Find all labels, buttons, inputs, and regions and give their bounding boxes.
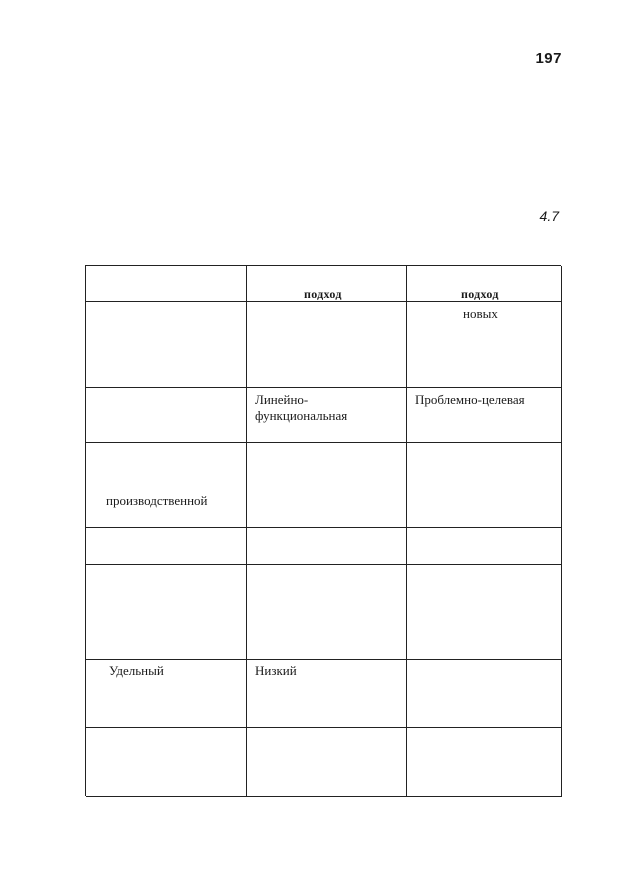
table-cell-r2-c1 — [86, 388, 247, 443]
table-cell-r7-c3 — [407, 728, 562, 797]
comparison-table — [85, 265, 561, 796]
table-cell-r3-c1 — [86, 443, 247, 528]
table-cell-r5-c2 — [247, 565, 407, 660]
header-cell-3 — [407, 266, 562, 302]
table-number: 4.7 — [539, 208, 559, 224]
table-cell-r2-c2 — [247, 388, 407, 443]
table-cell-r4-c1 — [86, 528, 247, 565]
table-cell-r2-c3 — [407, 388, 562, 443]
table-cell-r5-c1 — [86, 565, 247, 660]
table-cell-r7-c2 — [247, 728, 407, 797]
header-approach-label-1: подход — [304, 287, 342, 301]
table-cell-r5-c3 — [407, 565, 562, 660]
cell-text-low: Низкий — [255, 663, 297, 678]
header-cell-2 — [247, 266, 407, 302]
cell-text-specific: Удельный — [109, 663, 164, 678]
table-cell-r3-c3 — [407, 443, 562, 528]
header-cell-1 — [86, 266, 247, 302]
table-cell-r1-c1 — [86, 302, 247, 388]
cell-text-linear-functional: Линейно- функциональная — [255, 392, 348, 423]
header-approach-label-2: подход — [461, 287, 499, 301]
table-cell-r4-c2 — [247, 528, 407, 565]
page-number: 197 — [535, 50, 562, 67]
table-cell-r1-c2 — [247, 302, 407, 388]
cell-text-novyh: новых — [463, 306, 498, 321]
cell-text-production: производственной — [106, 493, 208, 508]
table-cell-r6-c3 — [407, 660, 562, 728]
table-cell-r1-c3 — [407, 302, 562, 388]
table-cell-r6-c1 — [86, 660, 247, 728]
table-cell-r6-c2 — [247, 660, 407, 728]
cell-text-problem-target: Проблемно-целевая — [415, 392, 525, 407]
table-cell-r7-c1 — [86, 728, 247, 797]
table-cell-r3-c2 — [247, 443, 407, 528]
table-cell-r4-c3 — [407, 528, 562, 565]
